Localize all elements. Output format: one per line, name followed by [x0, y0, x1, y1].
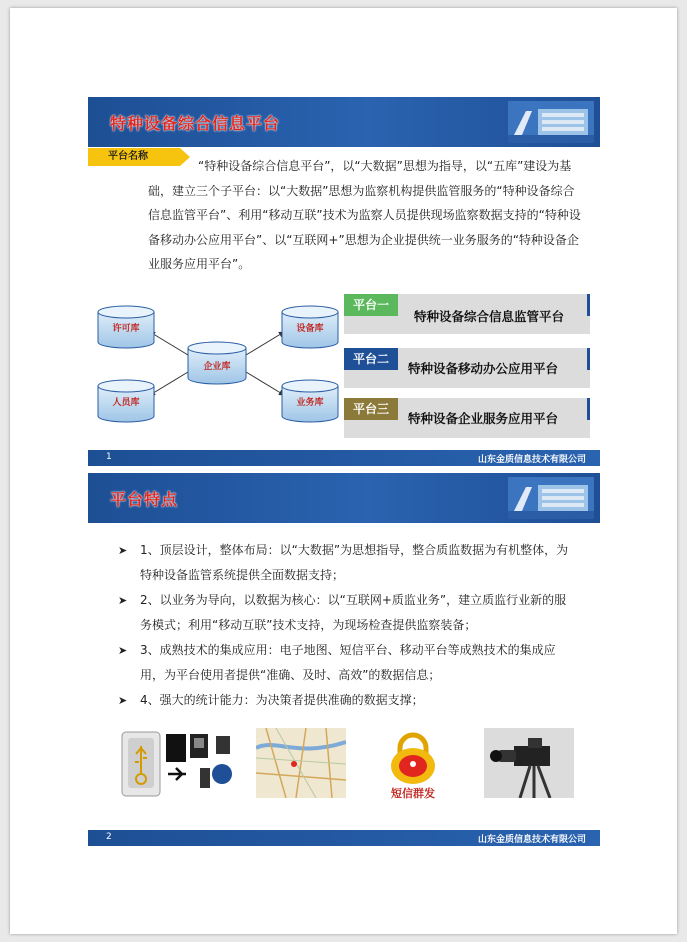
intro-paragraph: “特种设备综合信息平台”，以“大数据”思想为指导，以“五库”建设为基础，建立三个子平台：以“大数据”思想为监察机构提供监管服务的“特种设备综合信息监管平台”、利用“移动互联”技术为监察人员提供现场监察数据支持的“特种设备移动办公应用平台”、以“互联网+”思想为企业提供统一业务服务的“特种设备企业服务应用平台”。 [148, 159, 581, 271]
platform-edge-2 [587, 348, 590, 370]
feature-text: 4、强大的统计能力：为决策者提供准确的数据支撑； [140, 693, 424, 707]
platform-item-3 [344, 398, 590, 438]
usb-devices-image [120, 728, 240, 798]
platform-item-1 [344, 294, 590, 334]
section1-title: 特种设备综合信息平台 [110, 114, 281, 133]
section1-banner [88, 97, 600, 147]
db-label-permit: 许可库 [112, 324, 140, 334]
feature-list [118, 538, 578, 713]
platform-name-3: 特种设备企业服务应用平台 [408, 411, 559, 426]
platform-name-2: 特种设备移动办公应用平台 [408, 361, 559, 376]
db-label-personnel: 人员库 [112, 398, 140, 408]
company-name: 山东金质信息技术有限公司 [477, 455, 586, 465]
platform-name-tag: 平台名称 [88, 148, 180, 166]
platform-label-2: 平台二 [344, 348, 398, 370]
platform-name-1: 特种设备综合信息监管平台 [414, 309, 565, 324]
page2-footer [88, 830, 600, 846]
video-camera-image [484, 728, 574, 798]
company-name: 山东金质信息技术有限公司 [477, 835, 586, 845]
platform-edge-3 [587, 398, 590, 420]
bullet-arrow-icon: ➤ [118, 694, 128, 707]
db-label-business: 业务库 [296, 398, 324, 408]
section2-banner [88, 473, 600, 523]
section2-title: 平台特点 [110, 490, 179, 509]
page-number: 1 [106, 452, 112, 462]
bullet-arrow-icon: ➤ [118, 594, 128, 607]
bullet-arrow-icon: ➤ [118, 644, 128, 657]
page-number: 2 [106, 832, 112, 842]
platform-item-2 [344, 348, 590, 388]
db-label-equipment: 设备库 [296, 324, 324, 334]
page1-footer [88, 450, 600, 466]
feature-item [118, 638, 578, 688]
bullet-arrow-icon: ➤ [118, 544, 128, 557]
feature-item [118, 588, 578, 638]
feature-item [118, 688, 578, 713]
sms-caption: 短信群发 [391, 787, 435, 800]
platform-label-3: 平台三 [344, 398, 398, 420]
platform-label-1: 平台一 [344, 294, 398, 316]
electronic-map-image [256, 728, 346, 798]
platform-edge-1 [587, 294, 590, 316]
feature-text: 2、以业务为导向，以数据为核心：以“互联网+质监业务”，建立质监行业新的服务模式；利用“移动互联”技术支持，为现场检查提供监察装备； [140, 593, 567, 632]
feature-item [118, 538, 578, 588]
building-logo-icon [508, 477, 594, 519]
feature-text: 1、顶层设计，整体布局：以“大数据”为思想指导，整合质监数据为有机整体，为特种设备监管系统提供全面数据支持； [140, 543, 569, 582]
feature-text: 3、成熟技术的集成应用：电子地图、短信平台、移动平台等成熟技术的集成应用，为平台使用者提供“准确、及时、高效”的数据信息； [140, 643, 556, 682]
db-label-center: 企业库 [203, 362, 231, 372]
building-logo-icon [508, 101, 594, 143]
